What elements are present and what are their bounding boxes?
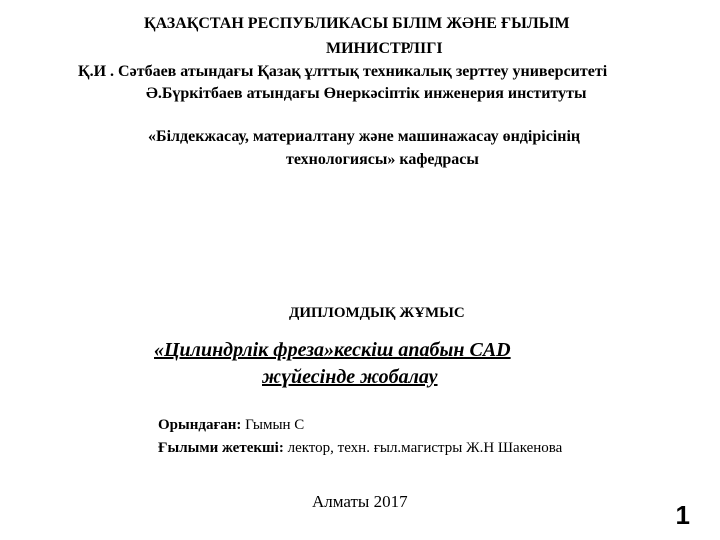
department-line-1: «Білдекжасау, материалтану және машинажасау өндірісінің (148, 128, 581, 145)
supervisor-label: Ғылыми жетекші: (158, 440, 284, 456)
ministry-line-2: МИНИСТРЛІГІ (326, 40, 443, 57)
performer-label: Орындаған: (158, 417, 242, 433)
supervisor-row (158, 440, 562, 457)
supervisor-name: лектор, техн. ғыл.магистры Ж.Н Шакенова (283, 440, 563, 456)
department-line-2: технологиясы» кафедрасы (286, 151, 479, 168)
institute-name: Ә.Бүркітбаев атындағы Өнеркәсіптік инженерия институты (146, 85, 587, 102)
slide-number: 1 (675, 500, 690, 530)
thesis-title-line-1: «Цилиндрлік фреза»кескіш апабын CAD (154, 339, 511, 361)
university-name: Қ.И . Сәтбаев атындағы Қазақ ұлттық техникалық зерттеу университеті (78, 63, 608, 80)
city-year: Алматы 2017 (312, 492, 408, 511)
performer-name: Гымын С (241, 417, 305, 433)
ministry-line-1: ҚАЗАҚСТАН РЕСПУБЛИКАСЫ БІЛІМ ЖӘНЕ ҒЫЛЫМ (144, 15, 570, 32)
thesis-title-line-2: жүйесінде жобалау (262, 366, 438, 388)
performer-row (158, 417, 304, 434)
work-type: ДИПЛОМДЫҚ ЖҰМЫС (289, 305, 465, 321)
